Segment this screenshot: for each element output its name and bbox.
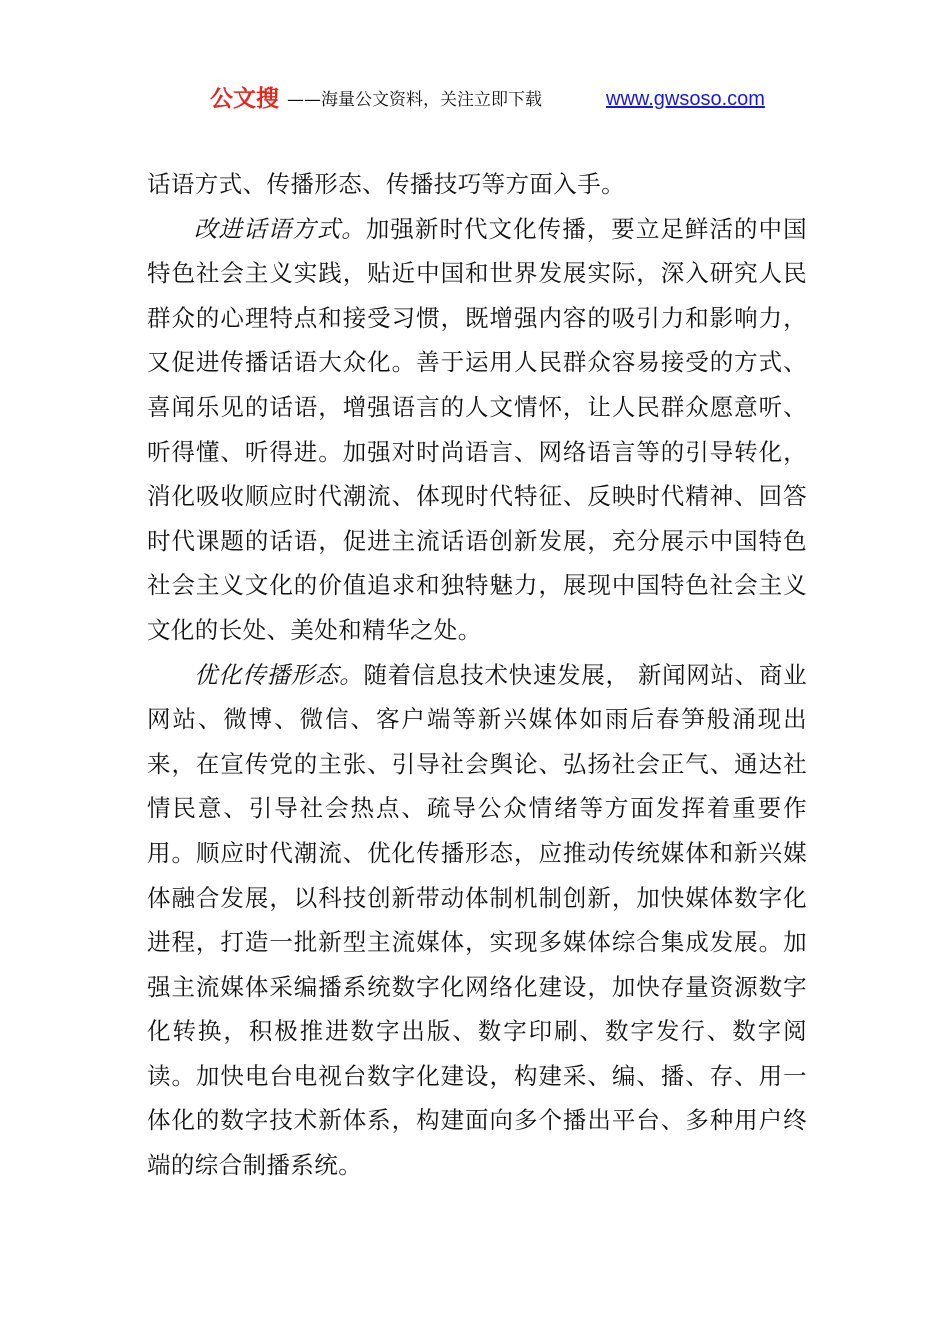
- paragraph-body: 话语方式、传播形态、传播技巧等方面入手。: [147, 170, 625, 198]
- site-link[interactable]: www.gwsoso.com: [606, 88, 765, 110]
- page-header: [0, 84, 950, 118]
- document-body: [147, 162, 807, 1188]
- brand-logo-text: 公文搜: [210, 86, 279, 112]
- paragraph-lead: 改进话语方式。: [194, 214, 366, 243]
- paragraph-optimize-forms: [147, 653, 807, 1188]
- paragraph-continuation: [147, 162, 807, 207]
- paragraph-lead: 优化传播形态。: [194, 660, 364, 689]
- paragraph-improve-discourse: [147, 207, 807, 653]
- header-slogan: ——海量公文资料，关注立即下载: [287, 90, 542, 110]
- paragraph-body: 加强新时代文化传播，要立足鲜活的中国特色社会主义实践，贴近中国和世界发展实际，深入研究人民群众的心理特点和接受习惯，既增强内容的吸引力和影响力，又促进传播话语大众化。善于运用人民群众容易接受的方式、喜闻乐见的话语，增强语言的人文情怀，让人民群众愿意听、听得懂、听得进。加强对时尚语言、网络语言等的引导转化，消化吸收顺应时代潮流、体现时代特征、反映时代精神、回答时代课题的话语，促进主流话语创新发展，充分展示中国特色社会主义文化的价值追求和独特魅力，展现中国特色社会主义文化的长处、美处和精华之处。: [147, 214, 807, 644]
- paragraph-body: 随着信息技术快速发展， 新闻网站、商业网站、微博、微信、客户端等新兴媒体如雨后春笋般涌现出来，在宣传党的主张、引导社会舆论、弘扬社会正气、通达社情民意、引导社会热点、疏导公众情绪等方面发挥着重要作用。顺应时代潮流、优化传播形态，应推动传统媒体和新兴媒体融合发展，以科技创新带动体制机制创新，加快媒体数字化进程，打造一批新型主流媒体，实现多媒体综合集成发展。加强主流媒体采编播系统数字化网络化建设，加快存量资源数字化转换，积极推进数字出版、数字印刷、数字发行、数字阅读。加快电台电视台数字化建设，构建采、编、播、存、用一体化的数字技术新体系，构建面向多个播出平台、多种用户终端的综合制播系统。: [147, 660, 807, 1180]
